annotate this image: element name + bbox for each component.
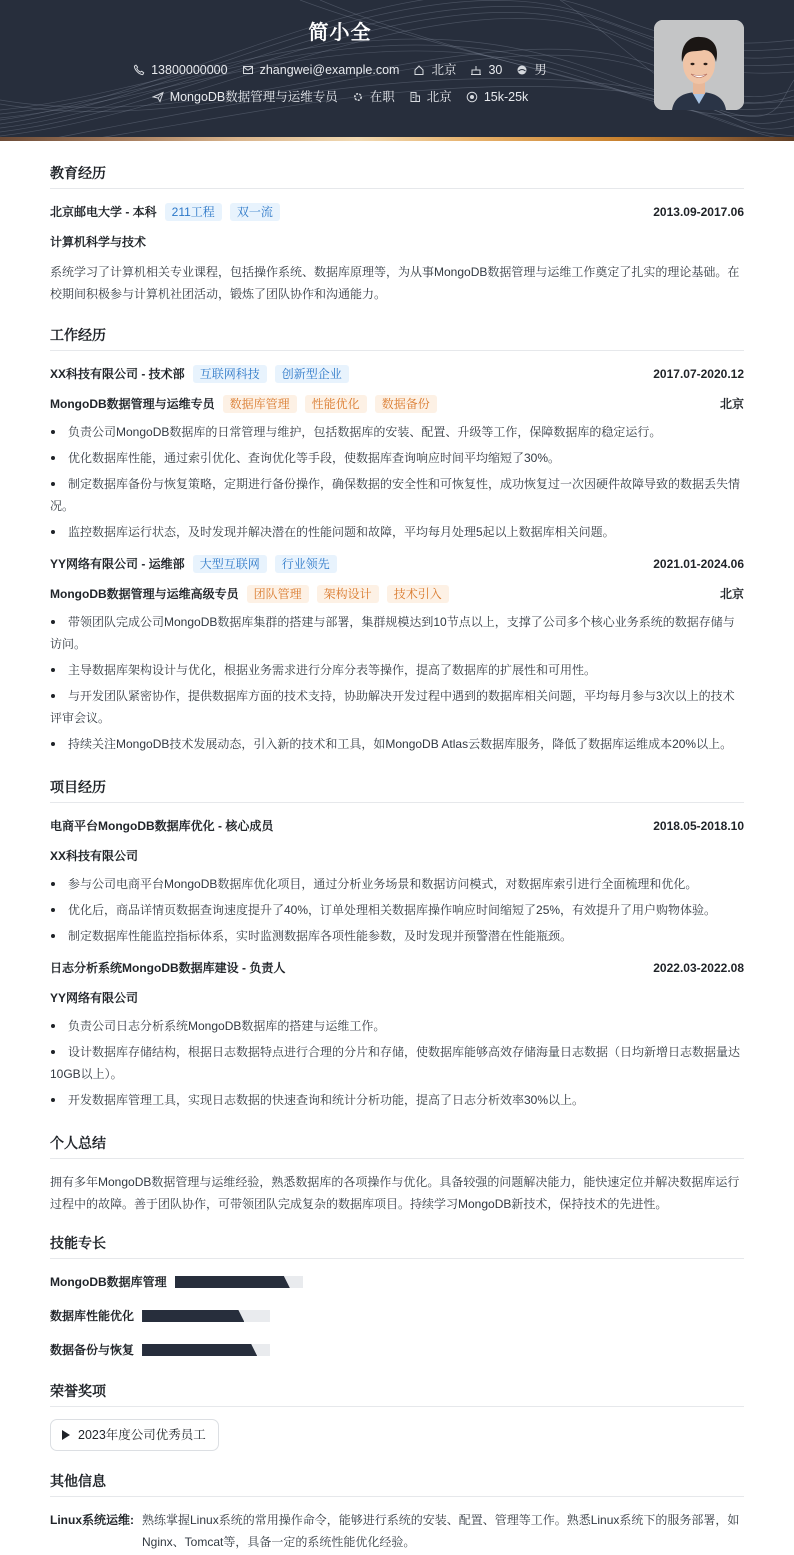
home-icon: [413, 64, 425, 76]
job-city: [409, 88, 452, 107]
position-name: MongoDB数据管理与运维专员: [50, 397, 215, 411]
position-tag: 数据备份: [375, 395, 437, 413]
work-bullet: 监控数据库运行状态，及时发现并解决潜在的性能问题和故障，平均每月处理5起以上数据库相关问题。: [50, 521, 744, 543]
email-text: zhangwei@example.com: [259, 63, 400, 77]
section-projects: [50, 777, 744, 1111]
phone-icon: [133, 64, 145, 76]
work-bullet: 主导数据库架构设计与优化，根据业务需求进行分库分表等操作，提高了数据库的扩展性和可用性。: [50, 659, 744, 681]
other-info-row: [50, 1509, 744, 1553]
contact-age: [470, 61, 502, 80]
section-summary: [50, 1133, 744, 1215]
job-status: [352, 88, 395, 107]
skills-grid: [50, 1271, 744, 1373]
work-bullet: 持续关注MongoDB技术发展动态，引入新的技术和工具，如MongoDB Atlas云数据库服务，降低了数据库运维成本20%以上。: [50, 733, 744, 755]
send-icon: [152, 91, 164, 103]
skill-item: [50, 1305, 403, 1327]
project-name: 日志分析系统MongoDB数据库建设 - 负责人: [50, 961, 286, 975]
hometown-text: 北京: [431, 63, 457, 77]
gender-icon: [516, 64, 528, 76]
contact-gender: [516, 61, 547, 80]
contact-phone[interactable]: [133, 61, 227, 80]
project-company: YY网络有限公司: [50, 991, 139, 1005]
building-icon: [409, 91, 421, 103]
job-intent-row: [0, 88, 680, 107]
work-company-row: [50, 553, 744, 575]
section-work: [50, 325, 744, 755]
project-bullets: [50, 873, 744, 947]
award-text: 2023年度公司优秀员工: [78, 1427, 206, 1442]
avatar-portrait: [654, 20, 744, 110]
school-tag: 双一流: [230, 203, 280, 221]
skill-name: MongoDB数据库管理: [50, 1275, 167, 1289]
other-info-label: Linux系统运维:: [50, 1513, 134, 1527]
work-item: [50, 553, 744, 755]
header-accent-bar: [0, 137, 794, 141]
section-title-projects: 项目经历: [50, 777, 744, 803]
project-header-row: [50, 957, 744, 979]
education-date: 2013.09-2017.06: [653, 205, 744, 219]
major-name: 计算机科学与技术: [50, 235, 147, 249]
work-bullet: 制定数据库备份与恢复策略，定期进行备份操作，确保数据的安全性和可恢复性，成功恢复过一次因硬件故障导致的数据丢失情况。: [50, 473, 744, 517]
section-title-education: 教育经历: [50, 163, 744, 189]
position-tag: 性能优化: [305, 395, 367, 413]
skill-level-fill: [175, 1276, 290, 1288]
job-position: [152, 88, 338, 107]
skill-name: 数据备份与恢复: [50, 1343, 135, 1357]
work-bullet: 优化数据库性能，通过索引优化、查询优化等手段，使数据库查询响应时间平均缩短了30%。: [50, 447, 744, 469]
project-date: 2018.05-2018.10: [653, 819, 744, 833]
skill-level-bar: [175, 1276, 303, 1288]
section-title-summary: 个人总结: [50, 1133, 744, 1159]
section-awards: [50, 1381, 744, 1451]
other-info-text: 熟练掌握Linux系统的常用操作命令，能够进行系统的安装、配置、管理等工作。熟悉Linux系统下的服务部署，如Nginx、Tomcat等，具备一定的系统性能优化经验。: [142, 1513, 740, 1549]
section-other: [50, 1471, 744, 1553]
salary-text: 15k-25k: [483, 90, 529, 104]
skill-item: [50, 1271, 403, 1293]
position-tag: 架构设计: [317, 585, 379, 603]
work-position-row: [50, 393, 744, 415]
triangle-right-icon: [62, 1430, 70, 1440]
work-bullet: 与开发团队紧密协作，提供数据库方面的技术支持，协助解决开发过程中遇到的数据库相关问题，平均每月参与3次以上的技术评审会议。: [50, 685, 744, 729]
gender-text: 男: [534, 63, 547, 77]
project-date: 2022.03-2022.08: [653, 961, 744, 975]
project-bullets: [50, 1015, 744, 1111]
resume-body: [0, 163, 794, 1553]
work-position-row: [50, 583, 744, 605]
work-company-row: [50, 363, 744, 385]
position-text: MongoDB数据管理与运维专员: [169, 90, 338, 104]
section-title-other: 其他信息: [50, 1471, 744, 1497]
work-date: 2021.01-2024.06: [653, 557, 744, 571]
section-title-skills: 技能专长: [50, 1233, 744, 1259]
school-name: 北京邮电大学 - 本科: [50, 205, 157, 219]
project-company: XX科技有限公司: [50, 849, 139, 863]
project-bullet: 负责公司日志分析系统MongoDB数据库的搭建与运维工作。: [50, 1015, 744, 1037]
position-tag: 技术引入: [387, 585, 449, 603]
project-item: [50, 957, 744, 1111]
company-tag: 大型互联网: [193, 555, 267, 573]
school-tag: 211工程: [165, 203, 222, 221]
age-icon: [470, 64, 482, 76]
mail-icon: [242, 64, 254, 76]
work-bullet: 负责公司MongoDB数据库的日常管理与维护，包括数据库的安装、配置、升级等工作，保障数据库的稳定运行。: [50, 421, 744, 443]
job-salary: [466, 88, 528, 107]
contact-email[interactable]: [242, 61, 400, 80]
work-location: 北京: [719, 587, 744, 601]
education-header-row: [50, 201, 744, 223]
work-date: 2017.07-2020.12: [653, 367, 744, 381]
position-tag: 团队管理: [247, 585, 309, 603]
project-item: [50, 815, 744, 947]
section-title-awards: 荣誉奖项: [50, 1381, 744, 1407]
profile-photo: [654, 20, 744, 110]
award-item: [50, 1419, 219, 1451]
salary-icon: [466, 91, 478, 103]
skill-level-fill: [142, 1344, 257, 1356]
company-tag: 行业领先: [275, 555, 337, 573]
skill-item: [50, 1339, 403, 1361]
status-text: 在职: [369, 90, 395, 104]
work-bullets: [50, 611, 744, 755]
company-name: YY网络有限公司 - 运维部: [50, 557, 185, 571]
company-name: XX科技有限公司 - 技术部: [50, 367, 185, 381]
work-item: [50, 363, 744, 543]
phone-text: 13800000000: [151, 63, 228, 77]
candidate-name: 简小全: [308, 22, 372, 44]
age-text: 30: [488, 63, 503, 77]
resume-header: [0, 0, 794, 141]
city-text: 北京: [426, 90, 452, 104]
company-tag: 创新型企业: [275, 365, 349, 383]
education-description: 系统学习了计算机相关专业课程，包括操作系统、数据库原理等，为从事MongoDB数据管理与运维工作奠定了扎实的理论基础。在校期间积极参与计算机社团活动，锻炼了团队协作和沟通能力。: [50, 265, 740, 301]
position-tag: 数据库管理: [223, 395, 297, 413]
skill-level-bar: [142, 1344, 270, 1356]
skill-level-bar: [142, 1310, 270, 1322]
contact-hometown: [413, 61, 456, 80]
project-bullet: 优化后，商品详情页数据查询速度提升了40%，订单处理相关数据库操作响应时间缩短了25%，有效提升了用户购物体验。: [50, 899, 744, 921]
section-education: [50, 163, 744, 305]
work-bullets: [50, 421, 744, 543]
work-bullet: 带领团队完成公司MongoDB数据库集群的搭建与部署，集群规模达到10节点以上，支撑了公司多个核心业务系统的数据存储与访问。: [50, 611, 744, 655]
work-location: 北京: [719, 397, 744, 411]
section-skills: [50, 1233, 744, 1373]
position-name: MongoDB数据管理与运维高级专员: [50, 587, 239, 601]
project-header-row: [50, 815, 744, 837]
company-tag: 互联网科技: [193, 365, 267, 383]
project-bullet: 参与公司电商平台MongoDB数据库优化项目，通过分析业务场景和数据访问模式，对数据库索引进行全面梳理和优化。: [50, 873, 744, 895]
contact-info-row: [0, 61, 680, 80]
skill-level-fill: [142, 1310, 244, 1322]
project-bullet: 设计数据库存储结构，根据日志数据特点进行合理的分片和存储，使数据库能够高效存储海量日志数据（日均新增日志数据量达10GB以上）。: [50, 1041, 744, 1085]
status-icon: [352, 91, 364, 103]
summary-text: 拥有多年MongoDB数据管理与运维经验，熟悉数据库的各项操作与优化。具备较强的问题解决能力，能快速定位并解决数据库运行过程中的故障。善于团队协作，可带领团队完成复杂的数据库项目。持续学习MongoDB新技术，保持技术的先进性。: [50, 1175, 740, 1211]
project-name: 电商平台MongoDB数据库优化 - 核心成员: [50, 819, 274, 833]
section-title-work: 工作经历: [50, 325, 744, 351]
project-bullet: 开发数据库管理工具，实现日志数据的快速查询和统计分析功能，提高了日志分析效率30%以上。: [50, 1089, 744, 1111]
project-bullet: 制定数据库性能监控指标体系，实时监测数据库各项性能参数，及时发现并预警潜在性能瓶颈。: [50, 925, 744, 947]
skill-name: 数据库性能优化: [50, 1309, 135, 1323]
